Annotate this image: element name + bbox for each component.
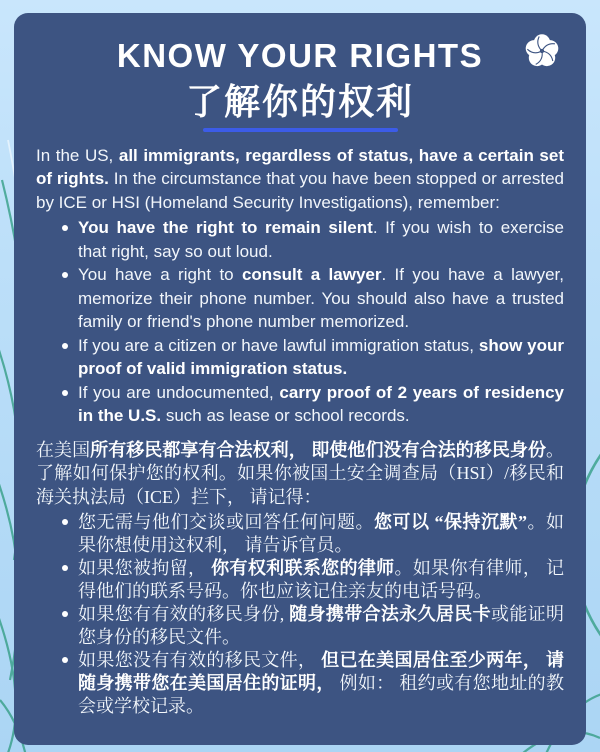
page-title-zh: 了解你的权利	[185, 82, 414, 122]
list-item: If you are a citizen or have lawful immigration status, show your proof of valid immigration status.	[62, 334, 564, 381]
list-item: 如果您被拘留， 你有权利联系您的律师。如果你有律师， 记得他们的联系号码。你也应该记住亲友的电话号码。	[62, 557, 564, 603]
title-underline	[203, 128, 398, 132]
list-item: 如果您没有有效的移民文件， 但已在美国居住至少两年， 请随身携带您在美国居住的证明， 例如： 租约或有您地址的教会或学校记录。	[62, 649, 564, 718]
rights-panel	[14, 13, 586, 745]
intro-paragraph-zh: 在美国所有移民都享有合法权利， 即使他们没有合法的移民身份。了解如何保护您的权利。如果你被国土安全调查局（HSI）/移民和海关执法局（ICE）拦下， 请记得：	[36, 440, 564, 507]
intro-paragraph-en: In the US, all immigrants, regardless of status, have a certain set of rights. In the circumstance that you have been stopped or arrested by ICE or HSI (Homeland Security Investigations), remember:	[36, 146, 564, 212]
rights-list-zh	[36, 511, 564, 718]
header	[36, 39, 564, 132]
page-title: KNOW YOUR RIGHTS	[116, 37, 484, 74]
list-item: 如果您有有效的移民身份, 随身携带合法永久居民卡或能证明您身份的移民文件。	[62, 603, 564, 649]
list-item: 您无需与他们交谈或回答任何问题。您可以 “保持沉默”。如果你想使用这权利， 请告诉官员。	[62, 511, 564, 557]
list-item: If you are undocumented, carry proof of 2 years of residency in the U.S. such as lease or school records.	[62, 381, 564, 428]
flower-logo-icon	[522, 31, 562, 71]
list-item: You have a right to consult a lawyer. If you have a lawyer, memorize their phone number. You should also have a trusted family or friend's phone number memorized.	[62, 263, 564, 333]
rights-list-en	[36, 216, 564, 427]
list-item: You have the right to remain silent. If you wish to exercise that right, say so out loud.	[62, 216, 564, 263]
